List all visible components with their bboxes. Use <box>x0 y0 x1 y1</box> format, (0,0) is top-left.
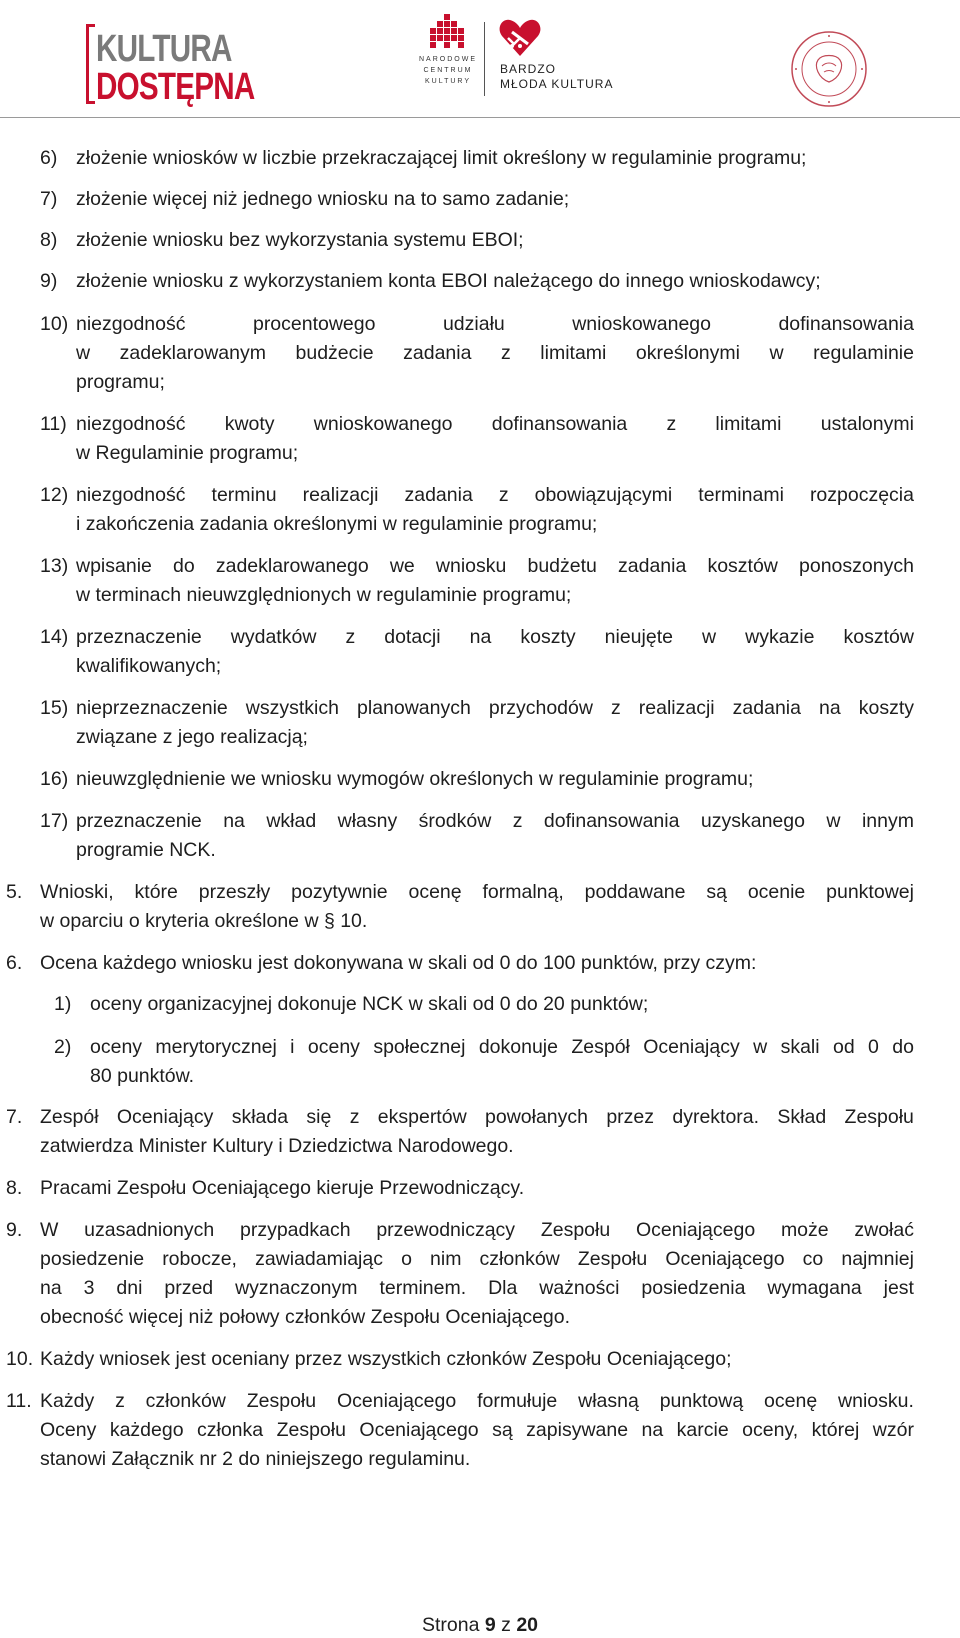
word: przeznaczenie <box>76 810 202 832</box>
logo-divider <box>484 22 485 96</box>
bmk-logo-line1: BARDZO <box>500 62 557 76</box>
subpoint-text: oceny organizacyjnej dokonuje NCK w skali od 0 do 20 punktów; <box>90 993 649 1015</box>
word: ocenę <box>764 1390 818 1412</box>
word: które <box>134 881 178 903</box>
word: ważności <box>539 1277 620 1299</box>
item-text <box>76 624 914 650</box>
word: jest <box>883 1277 914 1299</box>
footer-page-total: 20 <box>516 1614 539 1636</box>
word: punktowej <box>826 881 914 903</box>
word: kosztów <box>707 555 778 577</box>
word: Zespół <box>40 1106 99 1128</box>
word: W <box>40 1219 59 1241</box>
word: powołanych <box>485 1106 588 1128</box>
word: i <box>290 1036 295 1058</box>
word: co <box>802 1248 824 1270</box>
item-number: 10) <box>40 313 69 335</box>
word: w <box>769 342 784 364</box>
item-number: 15) <box>40 697 69 719</box>
obywatel-kultury-seal <box>790 30 868 108</box>
word: Zespołu <box>844 1106 914 1128</box>
item-text: programu; <box>76 371 165 393</box>
word: wkład <box>266 810 317 832</box>
word: w <box>753 1036 768 1058</box>
word: przed <box>164 1277 214 1299</box>
item-number: 12) <box>40 484 69 506</box>
item-text <box>76 695 914 721</box>
word: w <box>76 342 91 364</box>
word: każdego <box>109 1419 184 1441</box>
point-text: Pracami Zespołu Oceniającego kieruje Przewodniczący. <box>40 1177 525 1199</box>
word: na <box>469 626 492 648</box>
word: wzór <box>872 1419 914 1441</box>
word: terminami <box>698 484 784 506</box>
word: nim <box>430 1248 462 1270</box>
word: składa <box>231 1106 289 1128</box>
word: formalną, <box>482 881 564 903</box>
page-footer <box>0 1612 960 1638</box>
word: z <box>115 1390 125 1412</box>
item-number: 14) <box>40 626 69 648</box>
point-number: 8. <box>6 1177 23 1199</box>
word: wnioskowanego <box>313 413 453 435</box>
word: zapisywane <box>526 1419 629 1441</box>
point-text: obecność więcej niż połowy członków Zespołu Oceniającego. <box>40 1306 571 1328</box>
word: wszystkich <box>245 697 339 719</box>
word: oceny <box>90 1036 143 1058</box>
word: oceny, <box>742 1419 799 1441</box>
word: regulaminie <box>813 342 914 364</box>
point-number: 9. <box>6 1219 23 1241</box>
word: przeszły <box>198 881 271 903</box>
word: nieprzeznaczenie <box>76 697 228 719</box>
word: zadania <box>404 484 473 506</box>
item-text: złożenie więcej niż jednego wniosku na to samo zadanie; <box>76 188 570 210</box>
header-rule <box>0 117 960 118</box>
word: Zespołu <box>246 1390 317 1412</box>
footer-sep: z <box>501 1614 511 1636</box>
subpoint-number: 2) <box>54 1036 72 1058</box>
item-text <box>76 411 914 437</box>
word: kosztów <box>843 626 914 648</box>
word: środków <box>418 810 492 832</box>
word: członków <box>479 1248 560 1270</box>
word: wnioskowanego <box>572 313 711 335</box>
heart-icon <box>498 16 542 60</box>
word: Zespołu <box>577 1248 648 1270</box>
point-number: 10. <box>6 1348 34 1370</box>
word: posiedzenie <box>40 1248 145 1270</box>
word: ekspertów <box>377 1106 467 1128</box>
word: 3 <box>83 1277 95 1299</box>
word: rozpoczęcia <box>809 484 914 506</box>
word: członków <box>145 1390 226 1412</box>
item-text <box>76 808 914 834</box>
subpoint-text <box>90 1034 914 1060</box>
word: o <box>401 1248 412 1270</box>
nck-text-line: KULTURY <box>424 78 472 85</box>
item-text: nieuwzględnienie we wniosku wymogów określonych w regulaminie programu; <box>76 768 754 790</box>
word: formułuje <box>477 1390 558 1412</box>
item-text: złożenie wniosków w liczbie przekraczającej limit określony w regulaminie programu; <box>76 147 807 169</box>
item-number: 16) <box>40 768 69 790</box>
word: ponoszonych <box>799 555 914 577</box>
word: uzyskanego <box>700 810 805 832</box>
word: członka <box>197 1419 264 1441</box>
word: robocze, <box>162 1248 237 1270</box>
nck-logo-text <box>418 54 478 87</box>
word: 0 <box>868 1036 879 1058</box>
word: koszty <box>858 697 914 719</box>
word: Oceniający <box>643 1036 740 1058</box>
word: kwoty <box>224 413 275 435</box>
word: Wnioski, <box>40 881 114 903</box>
word: Oceny <box>40 1419 97 1441</box>
point-number: 6. <box>6 952 23 974</box>
word: dotacji <box>384 626 441 648</box>
bardzo-mloda-kultura-logo <box>496 14 646 100</box>
point-text: zatwierdza Minister Kultury i Dziedzictwa Narodowego. <box>40 1135 514 1157</box>
word: budżecie <box>295 342 374 364</box>
word: wpisanie <box>76 555 152 577</box>
word: dni <box>116 1277 143 1299</box>
logo-word-dostepna: DOSTĘPNA <box>96 66 255 108</box>
item-text: w terminach nieuwzględnionych w regulaminie programu; <box>76 584 572 606</box>
word: przeznaczenie <box>76 626 202 648</box>
logo-word-kultura: KULTURA <box>96 28 232 70</box>
bmk-logo-line2: MŁODA KULTURA <box>500 77 614 91</box>
point-text <box>40 1417 914 1443</box>
word: na <box>641 1419 664 1441</box>
item-text <box>76 482 914 508</box>
word: z <box>512 810 523 832</box>
word: zadeklarowanego <box>215 555 369 577</box>
point-text <box>40 1104 914 1130</box>
kultura-dostepna-logo <box>86 22 255 108</box>
word: zadania <box>618 555 687 577</box>
word: na <box>819 697 841 719</box>
point-text <box>40 1246 914 1272</box>
word: planowanych <box>357 697 471 719</box>
item-text: złożenie wniosku bez wykorzystania systemu EBOI; <box>76 229 524 251</box>
word: z <box>500 342 511 364</box>
item-text <box>76 553 914 579</box>
item-text: w Regulaminie programu; <box>76 442 299 464</box>
word: zadania <box>403 342 472 364</box>
word: z <box>345 626 356 648</box>
word: posiedzenia <box>641 1277 746 1299</box>
item-text <box>76 311 914 337</box>
subpoint-number: 1) <box>54 993 72 1015</box>
word: na <box>40 1277 62 1299</box>
word: nieujęte <box>604 626 673 648</box>
word: przypadkach <box>240 1219 351 1241</box>
word: najmniej <box>841 1248 914 1270</box>
word: Zespół <box>571 1036 630 1058</box>
word: koszty <box>520 626 576 648</box>
word: niezgodność <box>76 484 186 506</box>
word: skali <box>780 1036 820 1058</box>
word: przez <box>606 1106 655 1128</box>
word: innym <box>861 810 914 832</box>
word: limitami <box>715 413 782 435</box>
point-text <box>40 879 914 905</box>
word: Dla <box>488 1277 518 1299</box>
word: do <box>173 555 195 577</box>
word: ustalonymi <box>820 413 914 435</box>
item-number: 13) <box>40 555 69 577</box>
word: realizacji <box>638 697 715 719</box>
word: przewodniczący <box>376 1219 516 1241</box>
word: do <box>892 1036 914 1058</box>
word: z <box>610 697 621 719</box>
point-text: stanowi Załącznik nr 2 do niniejszego regulaminu. <box>40 1448 471 1470</box>
item-text: programie NCK. <box>76 839 216 861</box>
word: się <box>306 1106 332 1128</box>
word: Każdy <box>40 1390 95 1412</box>
word: ocenę <box>408 881 462 903</box>
item-text: złożenie wniosku z wykorzystaniem konta EBOI należącego do innego wnioskodawcy; <box>76 270 821 292</box>
word: na <box>223 810 245 832</box>
word: w <box>826 810 841 832</box>
word: dokonuje <box>478 1036 558 1058</box>
word: z <box>498 484 509 506</box>
nck-grid-icon <box>426 14 470 50</box>
word: merytorycznej <box>155 1036 277 1058</box>
footer-prefix: Strona <box>421 1614 480 1636</box>
point-text: Każdy wniosek jest oceniany przez wszystkich członków Zespołu Oceniającego; <box>40 1348 732 1370</box>
word: własny <box>337 810 398 832</box>
word: obowiązującymi <box>534 484 673 506</box>
word: społecznej <box>373 1036 466 1058</box>
word: karcie <box>676 1419 729 1441</box>
word: określonymi <box>635 342 740 364</box>
nck-text-line: CENTRUM <box>423 67 473 74</box>
item-number: 7) <box>40 188 58 210</box>
word: Skład <box>777 1106 827 1128</box>
word: niezgodność <box>76 313 186 335</box>
word: Oceniającego <box>635 1219 756 1241</box>
word: terminu <box>211 484 277 506</box>
word: Oceniającego <box>336 1390 457 1412</box>
item-number: 8) <box>40 229 58 251</box>
word: są <box>706 881 727 903</box>
item-number: 11) <box>40 413 67 435</box>
word: zadeklarowanym <box>119 342 266 364</box>
word: Oceniający <box>116 1106 214 1128</box>
word: limitami <box>540 342 607 364</box>
word: wyznaczonym <box>235 1277 358 1299</box>
point-text <box>40 1388 914 1414</box>
word: uzasadnionych <box>84 1219 215 1241</box>
word: od <box>832 1036 855 1058</box>
word: wymagana <box>767 1277 862 1299</box>
word: niezgodność <box>76 413 186 435</box>
word: udziału <box>442 313 505 335</box>
point-text: w oparciu o kryteria określone w § 10. <box>40 910 368 932</box>
word: Oceniającego <box>665 1248 785 1270</box>
item-text: związane z jego realizacją; <box>76 726 308 748</box>
word: której <box>811 1419 860 1441</box>
word: pozytywnie <box>291 881 388 903</box>
nck-text-line: NARODOWE <box>419 56 477 63</box>
word: Oceniającego <box>359 1419 479 1441</box>
word: w <box>702 626 717 648</box>
word: zawiadamiając <box>255 1248 383 1270</box>
word: są <box>492 1419 513 1441</box>
word: wniosku. <box>838 1390 914 1412</box>
word: poddawane <box>584 881 686 903</box>
word: własną <box>578 1390 639 1412</box>
word: wydatków <box>230 626 317 648</box>
word: wykazie <box>745 626 815 648</box>
word: terminem. <box>379 1277 467 1299</box>
point-text <box>40 1217 914 1243</box>
word: z <box>666 413 677 435</box>
item-text <box>76 340 914 366</box>
subpoint-text: 80 punktów. <box>90 1065 195 1087</box>
word: zwołać <box>854 1219 914 1241</box>
word: dofinansowania <box>778 313 914 335</box>
item-number: 9) <box>40 270 58 292</box>
word: dofinansowania <box>491 413 628 435</box>
word: przychodów <box>488 697 593 719</box>
word: realizacji <box>302 484 379 506</box>
word: procentowego <box>252 313 376 335</box>
point-number: 7. <box>6 1106 23 1128</box>
point-text: Ocena każdego wniosku jest dokonywana w skali od 0 do 100 punktów, przy czym: <box>40 952 757 974</box>
footer-page-number: 9 <box>484 1614 496 1636</box>
word: dyrektora. <box>672 1106 760 1128</box>
word: wniosku <box>435 555 507 577</box>
word: zadania <box>732 697 801 719</box>
word: oceny <box>307 1036 360 1058</box>
nck-logo <box>418 14 478 100</box>
item-number: 6) <box>40 147 58 169</box>
logo-bracket <box>86 24 95 104</box>
word: Zespołu <box>276 1419 346 1441</box>
word: może <box>780 1219 829 1241</box>
item-text: i zakończenia zadania określonymi w regulaminie programu; <box>76 513 598 535</box>
word: punktową <box>659 1390 744 1412</box>
word: z <box>349 1106 360 1128</box>
item-number: 17) <box>40 810 69 832</box>
point-text <box>40 1275 914 1301</box>
word: ocenie <box>747 881 806 903</box>
page-header <box>0 0 960 118</box>
point-number: 11. <box>6 1390 32 1412</box>
word: dofinansowania <box>543 810 680 832</box>
word: budżetu <box>527 555 597 577</box>
word: we <box>389 555 415 577</box>
word: Zespołu <box>540 1219 611 1241</box>
point-number: 5. <box>6 881 23 903</box>
item-text: kwalifikowanych; <box>76 655 222 677</box>
